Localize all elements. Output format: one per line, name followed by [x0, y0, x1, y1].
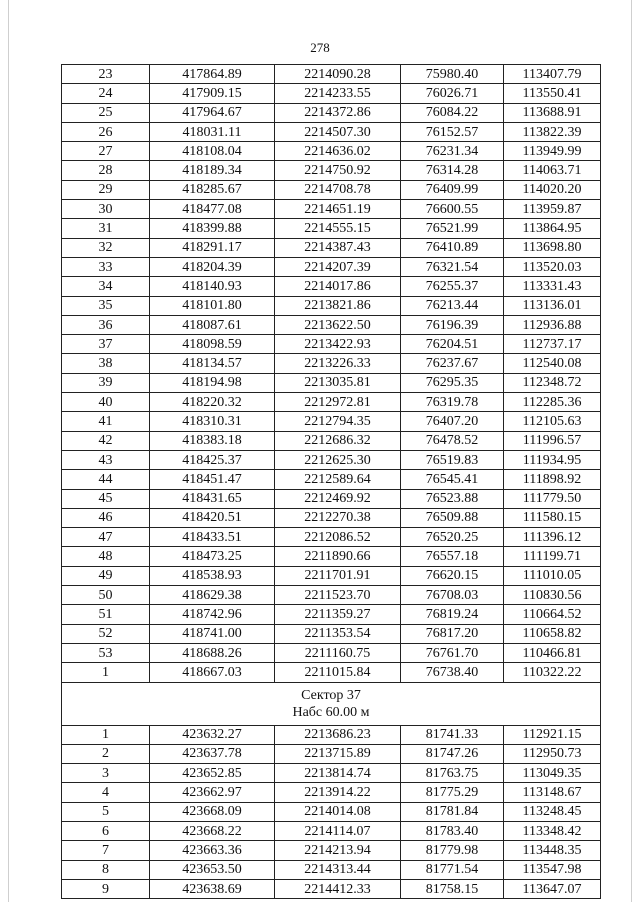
y-local-cell: 113448.35	[504, 841, 601, 860]
y-local-cell: 111934.95	[504, 450, 601, 469]
y-local-cell: 113688.91	[504, 103, 601, 122]
y-coordinate-cell: 2214636.02	[275, 142, 401, 161]
table-row	[62, 142, 601, 161]
table-row	[62, 103, 601, 122]
y-coordinate-cell: 2211359.27	[275, 605, 401, 624]
table-row	[62, 161, 601, 180]
y-coordinate-cell: 2214387.43	[275, 238, 401, 257]
table-row	[62, 393, 601, 412]
x-coordinate-cell: 418538.93	[150, 566, 275, 585]
point-number-cell: 4	[62, 783, 150, 802]
x-coordinate-cell: 418220.32	[150, 393, 275, 412]
y-local-cell: 113949.99	[504, 142, 601, 161]
point-number-cell: 31	[62, 219, 150, 238]
x-local-cell: 76204.51	[401, 335, 504, 354]
x-local-cell: 81741.33	[401, 725, 504, 744]
point-number-cell: 5	[62, 802, 150, 821]
y-local-cell: 111580.15	[504, 508, 601, 527]
table-row	[62, 122, 601, 141]
point-number-cell: 39	[62, 373, 150, 392]
coordinates-table-body-lower	[62, 725, 601, 899]
sector-title: Сектор 37	[301, 687, 361, 703]
table-row	[62, 354, 601, 373]
x-coordinate-cell: 418101.80	[150, 296, 275, 315]
y-coordinate-cell: 2211523.70	[275, 586, 401, 605]
y-coordinate-cell: 2212794.35	[275, 412, 401, 431]
x-local-cell: 76708.03	[401, 586, 504, 605]
table-row	[62, 431, 601, 450]
y-coordinate-cell: 2214555.15	[275, 219, 401, 238]
y-coordinate-cell: 2213821.86	[275, 296, 401, 315]
table-row	[62, 470, 601, 489]
table-row	[62, 586, 601, 605]
point-number-cell: 1	[62, 725, 150, 744]
y-local-cell: 113822.39	[504, 122, 601, 141]
table-row	[62, 802, 601, 821]
point-number-cell: 28	[62, 161, 150, 180]
x-local-cell: 76410.89	[401, 238, 504, 257]
table-row	[62, 412, 601, 431]
y-coordinate-cell: 2214233.55	[275, 84, 401, 103]
point-number-cell: 46	[62, 508, 150, 527]
point-number-cell: 33	[62, 257, 150, 276]
scan-edge-right	[631, 0, 632, 902]
x-local-cell: 76557.18	[401, 547, 504, 566]
x-coordinate-cell: 423668.22	[150, 821, 275, 840]
x-local-cell: 81758.15	[401, 879, 504, 898]
table-row	[62, 528, 601, 547]
x-local-cell: 76738.40	[401, 663, 504, 682]
y-coordinate-cell: 2213422.93	[275, 335, 401, 354]
y-local-cell: 111199.71	[504, 547, 601, 566]
y-local-cell: 113647.07	[504, 879, 601, 898]
point-number-cell: 42	[62, 431, 150, 450]
y-coordinate-cell: 2212972.81	[275, 393, 401, 412]
x-local-cell: 81763.75	[401, 764, 504, 783]
y-coordinate-cell: 2212086.52	[275, 528, 401, 547]
y-coordinate-cell: 2211890.66	[275, 547, 401, 566]
y-coordinate-cell: 2213622.50	[275, 315, 401, 334]
x-coordinate-cell: 423663.36	[150, 841, 275, 860]
table-row	[62, 566, 601, 585]
x-coordinate-cell: 418451.47	[150, 470, 275, 489]
table-row	[62, 315, 601, 334]
y-coordinate-cell: 2213035.81	[275, 373, 401, 392]
point-number-cell: 50	[62, 586, 150, 605]
x-coordinate-cell: 418688.26	[150, 643, 275, 662]
point-number-cell: 6	[62, 821, 150, 840]
point-number-cell: 30	[62, 200, 150, 219]
x-local-cell: 76321.54	[401, 257, 504, 276]
x-coordinate-cell: 418473.25	[150, 547, 275, 566]
y-coordinate-cell: 2214708.78	[275, 180, 401, 199]
x-coordinate-cell: 418310.31	[150, 412, 275, 431]
y-local-cell: 112921.15	[504, 725, 601, 744]
y-coordinate-cell: 2214651.19	[275, 200, 401, 219]
point-number-cell: 35	[62, 296, 150, 315]
x-local-cell: 81783.40	[401, 821, 504, 840]
table-row	[62, 296, 601, 315]
point-number-cell: 40	[62, 393, 150, 412]
x-local-cell: 76196.39	[401, 315, 504, 334]
x-coordinate-cell: 417964.67	[150, 103, 275, 122]
x-coordinate-cell: 418425.37	[150, 450, 275, 469]
y-local-cell: 110830.56	[504, 586, 601, 605]
point-number-cell: 37	[62, 335, 150, 354]
page-number: 278	[310, 40, 330, 55]
y-coordinate-cell: 2214114.07	[275, 821, 401, 840]
x-coordinate-cell: 423668.09	[150, 802, 275, 821]
table-row	[62, 65, 601, 84]
x-coordinate-cell: 418431.65	[150, 489, 275, 508]
y-local-cell: 112540.08	[504, 354, 601, 373]
point-number-cell: 9	[62, 879, 150, 898]
table-row	[62, 84, 601, 103]
table-row	[62, 841, 601, 860]
y-local-cell: 112936.88	[504, 315, 601, 334]
point-number-cell: 53	[62, 643, 150, 662]
y-coordinate-cell: 2213814.74	[275, 764, 401, 783]
x-local-cell: 76519.83	[401, 450, 504, 469]
point-number-cell: 45	[62, 489, 150, 508]
x-local-cell: 76817.20	[401, 624, 504, 643]
table-row	[62, 764, 601, 783]
x-local-cell: 76620.15	[401, 566, 504, 585]
table-row	[62, 219, 601, 238]
y-local-cell: 112950.73	[504, 744, 601, 763]
table-row	[62, 860, 601, 879]
point-number-cell: 49	[62, 566, 150, 585]
x-coordinate-cell: 418629.38	[150, 586, 275, 605]
point-number-cell: 1	[62, 663, 150, 682]
table-row	[62, 643, 601, 662]
y-local-cell: 113550.41	[504, 84, 601, 103]
x-coordinate-cell: 418433.51	[150, 528, 275, 547]
point-number-cell: 41	[62, 412, 150, 431]
table-row	[62, 744, 601, 763]
table-row	[62, 624, 601, 643]
x-coordinate-cell: 418742.96	[150, 605, 275, 624]
y-local-cell: 110664.52	[504, 605, 601, 624]
x-local-cell: 76026.71	[401, 84, 504, 103]
x-local-cell: 76314.28	[401, 161, 504, 180]
y-local-cell: 110658.82	[504, 624, 601, 643]
x-coordinate-cell: 423662.97	[150, 783, 275, 802]
y-local-cell: 113348.42	[504, 821, 601, 840]
table-row	[62, 238, 601, 257]
point-number-cell: 51	[62, 605, 150, 624]
x-coordinate-cell: 418108.04	[150, 142, 275, 161]
x-local-cell: 76478.52	[401, 431, 504, 450]
y-coordinate-cell: 2214750.92	[275, 161, 401, 180]
x-local-cell: 76295.35	[401, 373, 504, 392]
x-coordinate-cell: 417864.89	[150, 65, 275, 84]
table-row	[62, 663, 601, 682]
point-number-cell: 48	[62, 547, 150, 566]
point-number-cell: 36	[62, 315, 150, 334]
y-coordinate-cell: 2213226.33	[275, 354, 401, 373]
y-local-cell: 114020.20	[504, 180, 601, 199]
x-local-cell: 81781.84	[401, 802, 504, 821]
table-row	[62, 180, 601, 199]
y-coordinate-cell: 2213686.23	[275, 725, 401, 744]
x-coordinate-cell: 423638.69	[150, 879, 275, 898]
point-number-cell: 25	[62, 103, 150, 122]
y-local-cell: 113864.95	[504, 219, 601, 238]
x-local-cell: 81775.29	[401, 783, 504, 802]
y-local-cell: 113331.43	[504, 277, 601, 296]
x-coordinate-cell: 423653.50	[150, 860, 275, 879]
y-coordinate-cell: 2214207.39	[275, 257, 401, 276]
y-coordinate-cell: 2214372.86	[275, 103, 401, 122]
y-local-cell: 113049.35	[504, 764, 601, 783]
table-row	[62, 257, 601, 276]
point-number-cell: 3	[62, 764, 150, 783]
table-row	[62, 783, 601, 802]
table-row	[62, 821, 601, 840]
x-local-cell: 76819.24	[401, 605, 504, 624]
x-local-cell: 76407.20	[401, 412, 504, 431]
x-local-cell: 76213.44	[401, 296, 504, 315]
y-local-cell: 113547.98	[504, 860, 601, 879]
y-coordinate-cell: 2214507.30	[275, 122, 401, 141]
x-coordinate-cell: 418204.39	[150, 257, 275, 276]
y-local-cell: 111396.12	[504, 528, 601, 547]
y-coordinate-cell: 2212686.32	[275, 431, 401, 450]
y-local-cell: 113407.79	[504, 65, 601, 84]
table-row	[62, 373, 601, 392]
point-number-cell: 52	[62, 624, 150, 643]
scan-edge-left	[8, 0, 9, 902]
y-local-cell: 113148.67	[504, 783, 601, 802]
y-coordinate-cell: 2211353.54	[275, 624, 401, 643]
y-local-cell: 113959.87	[504, 200, 601, 219]
point-number-cell: 43	[62, 450, 150, 469]
x-coordinate-cell: 418420.51	[150, 508, 275, 527]
y-coordinate-cell: 2214313.44	[275, 860, 401, 879]
point-number-cell: 27	[62, 142, 150, 161]
table-row	[62, 489, 601, 508]
y-coordinate-cell: 2211701.91	[275, 566, 401, 585]
y-local-cell: 110322.22	[504, 663, 601, 682]
table-row	[62, 450, 601, 469]
y-coordinate-cell: 2214017.86	[275, 277, 401, 296]
point-number-cell: 23	[62, 65, 150, 84]
y-coordinate-cell: 2211015.84	[275, 663, 401, 682]
x-coordinate-cell: 418741.00	[150, 624, 275, 643]
y-coordinate-cell: 2214213.94	[275, 841, 401, 860]
y-local-cell: 114063.71	[504, 161, 601, 180]
x-coordinate-cell: 418140.93	[150, 277, 275, 296]
table-row	[62, 547, 601, 566]
y-local-cell: 110466.81	[504, 643, 601, 662]
x-coordinate-cell: 417909.15	[150, 84, 275, 103]
point-number-cell: 47	[62, 528, 150, 547]
y-local-cell: 112348.72	[504, 373, 601, 392]
point-number-cell: 34	[62, 277, 150, 296]
point-number-cell: 38	[62, 354, 150, 373]
x-coordinate-cell: 418189.34	[150, 161, 275, 180]
y-local-cell: 113248.45	[504, 802, 601, 821]
x-coordinate-cell: 418399.88	[150, 219, 275, 238]
x-coordinate-cell: 418285.67	[150, 180, 275, 199]
x-local-cell: 81747.26	[401, 744, 504, 763]
x-local-cell: 76521.99	[401, 219, 504, 238]
x-coordinate-cell: 418383.18	[150, 431, 275, 450]
y-coordinate-cell: 2212469.92	[275, 489, 401, 508]
sector-header-group	[62, 682, 601, 725]
table-row	[62, 605, 601, 624]
x-coordinate-cell: 418098.59	[150, 335, 275, 354]
y-local-cell: 112285.36	[504, 393, 601, 412]
table-row	[62, 200, 601, 219]
y-local-cell: 113698.80	[504, 238, 601, 257]
x-coordinate-cell: 418134.57	[150, 354, 275, 373]
sector-header-cell	[62, 682, 601, 725]
x-local-cell: 76237.67	[401, 354, 504, 373]
x-coordinate-cell: 423637.78	[150, 744, 275, 763]
x-local-cell: 76409.99	[401, 180, 504, 199]
x-local-cell: 76509.88	[401, 508, 504, 527]
table-row	[62, 508, 601, 527]
y-coordinate-cell: 2213715.89	[275, 744, 401, 763]
x-coordinate-cell: 423632.27	[150, 725, 275, 744]
table-row	[62, 335, 601, 354]
y-local-cell: 111898.92	[504, 470, 601, 489]
x-local-cell: 76520.25	[401, 528, 504, 547]
x-coordinate-cell: 418667.03	[150, 663, 275, 682]
point-number-cell: 26	[62, 122, 150, 141]
point-number-cell: 32	[62, 238, 150, 257]
table-row	[62, 879, 601, 898]
x-local-cell: 81771.54	[401, 860, 504, 879]
x-local-cell: 76231.34	[401, 142, 504, 161]
y-local-cell: 112737.17	[504, 335, 601, 354]
y-coordinate-cell: 2211160.75	[275, 643, 401, 662]
table-row	[62, 725, 601, 744]
x-local-cell: 76761.70	[401, 643, 504, 662]
y-coordinate-cell: 2212270.38	[275, 508, 401, 527]
x-local-cell: 76523.88	[401, 489, 504, 508]
sector-header-row	[62, 682, 601, 725]
x-local-cell: 76600.55	[401, 200, 504, 219]
y-coordinate-cell: 2213914.22	[275, 783, 401, 802]
coordinates-table	[61, 64, 601, 899]
y-local-cell: 113520.03	[504, 257, 601, 276]
x-coordinate-cell: 418194.98	[150, 373, 275, 392]
x-local-cell: 76084.22	[401, 103, 504, 122]
x-local-cell: 81779.98	[401, 841, 504, 860]
x-coordinate-cell: 418087.61	[150, 315, 275, 334]
y-local-cell: 111010.05	[504, 566, 601, 585]
sector-height: Набс 60.00 м	[292, 704, 370, 720]
point-number-cell: 44	[62, 470, 150, 489]
y-local-cell: 111779.50	[504, 489, 601, 508]
x-local-cell: 76152.57	[401, 122, 504, 141]
y-local-cell: 111996.57	[504, 431, 601, 450]
point-number-cell: 7	[62, 841, 150, 860]
y-coordinate-cell: 2212625.30	[275, 450, 401, 469]
table-row	[62, 277, 601, 296]
x-local-cell: 76545.41	[401, 470, 504, 489]
y-coordinate-cell: 2214014.08	[275, 802, 401, 821]
point-number-cell: 29	[62, 180, 150, 199]
x-coordinate-cell: 418031.11	[150, 122, 275, 141]
x-coordinate-cell: 423652.85	[150, 764, 275, 783]
x-coordinate-cell: 418291.17	[150, 238, 275, 257]
point-number-cell: 2	[62, 744, 150, 763]
x-local-cell: 75980.40	[401, 65, 504, 84]
coordinates-table-body-upper	[62, 65, 601, 683]
y-local-cell: 112105.63	[504, 412, 601, 431]
x-coordinate-cell: 418477.08	[150, 200, 275, 219]
y-coordinate-cell: 2214412.33	[275, 879, 401, 898]
x-local-cell: 76255.37	[401, 277, 504, 296]
point-number-cell: 24	[62, 84, 150, 103]
y-local-cell: 113136.01	[504, 296, 601, 315]
y-coordinate-cell: 2212589.64	[275, 470, 401, 489]
point-number-cell: 8	[62, 860, 150, 879]
x-local-cell: 76319.78	[401, 393, 504, 412]
y-coordinate-cell: 2214090.28	[275, 65, 401, 84]
